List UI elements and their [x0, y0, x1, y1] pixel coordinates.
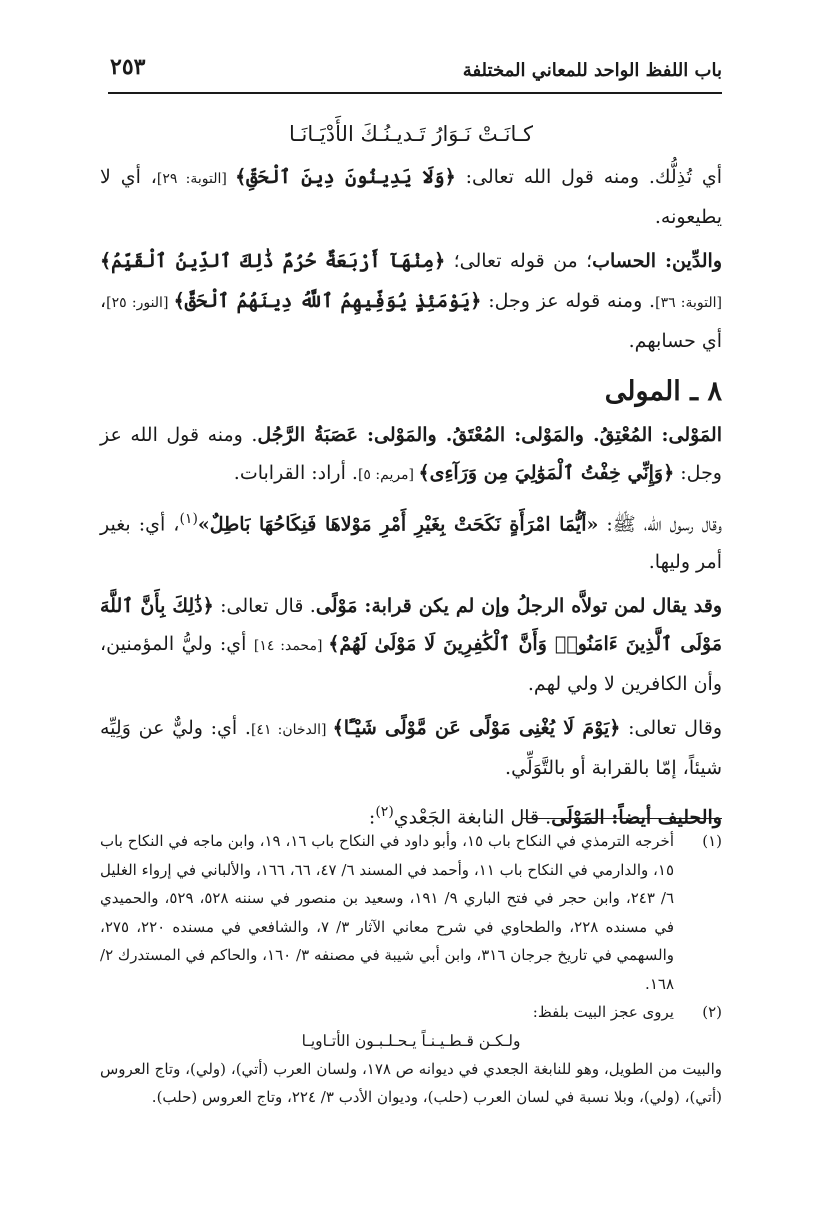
- text: أي تُذِلُّك. ومنه قول الله تعالى:: [455, 166, 722, 188]
- paragraph-dukhan: [100, 709, 722, 787]
- footnote-text: والبيت من الطويل، وهو للنابغة الجعدي في ديوانه ص ١٧٨، ولسان العرب (أتي)، (ولي)، وتاج العروس (أتي)، (ولي)، وبلا نسبة في لسان العرب (حلب)، وديوان الأدب ٣/ ٢٢٤، وتاج العروس (حلب).: [100, 1059, 722, 1106]
- text: . أراد: القرابات.: [233, 462, 358, 484]
- quran-quote: ﴿يَوْمَئِذٍ يُوَفِّيهِمُ ٱللَّهُ دِينَهُمُ ٱلْحَقَّ﴾: [173, 290, 482, 312]
- quran-quote: ﴿وَلَا يَدِينُونَ دِينَ ٱلْحَقِّ﴾: [235, 166, 456, 188]
- section-heading: ٨ ـ المولى: [604, 376, 722, 407]
- quran-reference: [التوبة: ٣٦]: [655, 295, 723, 311]
- paragraph-hadith: [100, 500, 722, 581]
- chapter-title: باب اللفظ الواحد للمعاني المختلفة: [462, 60, 722, 81]
- text: :: [368, 806, 376, 829]
- footnote-mark: (٢): [375, 804, 394, 821]
- text: وقال رسول الله، ﷺ:: [598, 513, 722, 536]
- quran-reference: [التوبة: ٢٩]: [156, 171, 236, 187]
- text: . ومنه قول الله عز وجل:: [100, 424, 722, 484]
- footnote-number: (١): [702, 832, 722, 850]
- paragraph-mawla-defs: [100, 416, 722, 494]
- paragraph-tawalli: [100, 587, 722, 703]
- text: . ومنه قوله عز وجل:: [481, 290, 656, 312]
- text: . أي: وليٌّ عن وَلِيِّه شيئاً، إمّا بالقرابة أو بالتَّوَلِّي.: [100, 717, 722, 780]
- text: ؛ من قوله تعالى؛: [445, 250, 593, 272]
- term: والدِّين: الحساب: [592, 250, 722, 272]
- page-number: ٢٥٣: [110, 54, 146, 80]
- quran-reference: [النور: ٢٥]: [106, 295, 174, 311]
- poem-verse: كـانَـتْ نَـوَارُ تَـديـنُـكَ الأَدْيَـانَـا: [289, 122, 533, 146]
- footnote-divider: [522, 818, 722, 819]
- quran-reference: [مريم: ٥]: [357, 467, 419, 483]
- quran-quote: ﴿مِنْهَآ أَرْبَعَةٌ حُرُمٌ ذَٰلِكَ ٱلدِّينُ ٱلْقَيِّمُ﴾: [100, 250, 446, 272]
- footnotes: [100, 818, 722, 1112]
- text: ، أي لا يطيعونه.: [100, 166, 722, 228]
- quran-reference: [محمد: ١٤]: [253, 638, 329, 655]
- page-header: [108, 52, 722, 94]
- paragraph-din: [100, 242, 722, 360]
- quran-reference: [الدخان: ٤١]: [250, 722, 333, 739]
- text: وقال تعالى:: [620, 717, 722, 740]
- hadith-quote: «أيُّمَا امْرَأَةٍ نَكَحَتْ بِغَيْرِ أَمْرِ مَوْلاهَا فَنِكَاحُهَا بَاطِلٌ»: [197, 513, 599, 536]
- text: . قال النابغة الجَعْدي: [393, 806, 552, 829]
- main-text: [100, 110, 722, 837]
- footnote-verse: ولـكـن قـطـيـنـاً يـحـلـبـون الأتـاويـا: [301, 1031, 521, 1050]
- footnote-number: (٢): [702, 1003, 722, 1021]
- footnote-mark: (١): [179, 511, 198, 527]
- footnote-intro: يروى عجز البيت بلفظ:: [532, 1003, 674, 1021]
- text: أي: وليُّ المؤمنين، وأن الكافرين لا ولي لهم.: [100, 633, 722, 696]
- footnote-text: أخرجه الترمذي في النكاح باب ١٥، وأبو داود في النكاح باب ١٦، ١٩، وابن ماجه في النكاح باب ١٥، والدارمي في النكاح باب ١١، وأحمد في المسند ٦/ ٤٧، ٦٦، ١٦٦، والألباني في إرواء الغليل ٦/ ٢٤٣، وابن حجر في فتح الباري ٩/ ١٩١، وسعيد بن منصور في سننه ٥٢٨، ٥٢٩، والحميدي في مسنده ٢٢٨، والطحاوي في شرح معاني الآثار ٣/ ٧، والشافعي في مسنده ٢٢٠، ٢٧٥، والسهمي في تاريخ جرجان ٣١٦، وابن أبي شيبة في مصنفه ٣/ ١٦٠، والحاكم في المستدرك ٢/ ١٦٨.: [100, 832, 675, 993]
- footnote-1: [100, 827, 722, 998]
- quran-quote: ﴿وَإِنِّي خِفْتُ ٱلْمَوَٰلِيَ مِن وَرَآءِى﴾: [418, 462, 675, 484]
- paragraph-tudhilluk: [100, 158, 722, 236]
- bold-text: والحليف أيضاً: المَوْلَى: [551, 806, 722, 829]
- definitions: المَوْلى: المُعْتِقُ. والمَوْلى: المُعْتَقُ. والمَوْلى: عَصَبَةُ الرَّجُل: [257, 424, 722, 446]
- bold-text: وقد يقال لمن تولاَّه الرجلُ وإن لم يكن قرابة: مَوْلًى: [315, 595, 722, 618]
- text: ، أي: بغير أمر وليها.: [100, 513, 722, 574]
- text: ، أي حسابهم.: [100, 290, 722, 352]
- quran-quote: ﴿ذَٰلِكَ بِأَنَّ ٱللَّهَ مَوْلَى ٱلَّذِينَ ءَامَنُوا۟ وَأَنَّ ٱلْكَٰفِرِينَ لَا مَوْلَىٰ لَهُمْ﴾: [100, 595, 722, 656]
- text: . قال تعالى:: [213, 595, 316, 618]
- quran-quote: ﴿يَوْمَ لَا يُغْنِى مَوْلًى عَن مَّوْلًى شَيْـًٔا﴾: [332, 717, 621, 740]
- footnote-2: [100, 998, 722, 1027]
